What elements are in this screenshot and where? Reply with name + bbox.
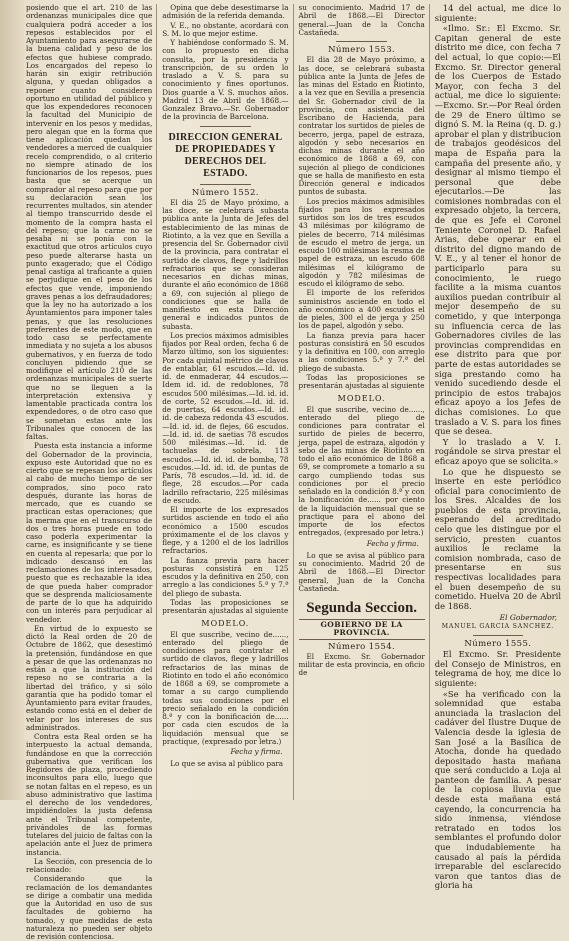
notice-number: Número 1554. <box>328 641 396 652</box>
paragraph: Contra esta Real orden se ha interpuesto la actual demanda, fundándose en que la corrección gubernativa que verifican los Regidores de plaza, procediendo inconsultos para ello, luego que se notan faltas en el repeso, es un abuso administrativo que lastima el derecho de los vendedores, impidiéndoles la justa defensa ante el Tribunal competente, privándoles de las formas tutelares del juicio de faltas con la apelación ante el Juez de primera instancia. <box>26 732 153 857</box>
column-2 <box>162 4 293 800</box>
paragraph: La fianza previa para hacer posturas consistirá en 50 escudos y la definitiva en 100, con arreglo a las condiciones 5.ª y 7.ª del pliego de subasta. <box>298 330 425 373</box>
notice-number: Número 1555. <box>464 638 532 649</box>
paragraph: El importe de los referidos suministros asciende en todo el año económico a 400 escudos el de pieles, 300 el de jerga y 250 los de papel, algodón y sebo. <box>298 288 425 331</box>
columns <box>26 3 561 941</box>
paragraph: La Sección, con presencia de lo relacionado: <box>26 856 153 874</box>
paragraph: Y habiéndose conformado S. M. con lo propuesto en dicha consulta, por la presidencia y transcripción, de su orden lo traslado a V. S. para su conocimiento y fines oportunos. Dios guarde a V. S. muchos años. Madrid 13 de Abril de 1868.—Gonzalez Bravo.—Sr. Gobernador de la provincia de Barcelona. <box>162 38 289 122</box>
paragraph: Los precios máximos admisibles fijados para los expresados surtidos son los de tres escudos 43 milésimas por kilógramo de pieles de becerro, 714 milésimas de escudo el metro de jerga, un escudo 100 milésimas la resma de papel de estraza, un escudo 608 milésimas el kilógramo de algodón y 782 milésimas de escudo el kilógramo de sebo. <box>298 196 425 288</box>
signature-title: El Gobernador, <box>499 613 557 623</box>
divider <box>336 41 387 42</box>
paragraph: El que suscribe, vecino de......, enterado del pliego de condiciones para contratar el surtido de clavos, flege y ladrillos refractarios de las minas de Riotinto en todo el año económico de 1868 a 69, se compromete a tomar a su cargo cumpliendo todas sus condiciones por el precio señalado en la condición 8.ª y con la bonificación de...... por cada cien escudos de la liquidación mensual que se practique, (expresado por letra.) <box>162 629 289 746</box>
paragraph: El dia 25 de Mayo próximo, a las doce, se celebrará subasta pública ante la Junta de Jefes del establecimiento de las minas de Riotinto, a la vez que en Sevilla a presencia del Sr. Gobernador civil de la provincia, para contratar el surtido de clavos, flege y ladrillos refractarios que se consideran necesarios en dichas minas, durante el año económico de 1868 a 69, con sujeción al pliego de condiciones que se halla de manifiesto en esta Dirección general e indicados puntos de subasta. <box>162 197 289 331</box>
paragraph: Y lo traslado a V. I. rogándole se sirva prestar el eficaz apoyo que se solicita.» <box>434 436 561 466</box>
paragraph: El importe de los expresados surtidos asciende en todo el año económico a 1500 escudos próximamente el de los clavos y flege, y a 1200 el de los ladrillos refractarios. <box>162 505 289 556</box>
paragraph: Todas las proposiciones se presentarán ajustadas al siguiente <box>162 597 289 615</box>
model-title: MODELO. <box>337 394 386 404</box>
paragraph: El que suscribe, vecino de......, enterado del pliego de condiciones para contratar el surtido de pieles de becerro, jerga, papel de estraza, algodón y sebo de las minas de Riotinto en todo el año económico de 1868 a 69, se compromete a tomarlo a su cargo cumpliendo todas sus condiciones por el precio señalado en la condición 8.ª y con la bonificación de...... por ciento de la liquidación mensual que se practique para el abono del importe de los efectos entregados, (expresado por letra.) <box>298 404 425 538</box>
paragraph: En virtud de lo expuesto se dictó la Real orden de 20 de Octubre de 1862, que desestimó la pretensión, fundándose en que a pesar de que las ordenanzas no están a que la institución del repeso no se contraria a la libertad del tráfico, y si sólo garantía que ha podido tomar el Ayuntamiento para evitar fraudes, estando como está en el deber de velar por los intereses de sus administrados. <box>26 623 153 732</box>
paragraph: Todas las proposiciones se presentarán ajustadas al siguiente <box>298 372 425 390</box>
paragraph: Lo que se avisa al público para <box>170 759 284 769</box>
divider <box>200 184 251 185</box>
divider <box>473 635 524 636</box>
paragraph: 14 del actual, me dice lo siguiente: <box>434 3 561 23</box>
paragraph: V. E., no obstante, acordará con S. M. lo que mejor estime. <box>162 20 289 38</box>
model-title: MODELO. <box>201 619 250 629</box>
paragraph: El Excmo. Sr. Gobernador militar de esta provincia, en oficio de <box>298 651 425 678</box>
signature-name: MANUEL GARCIA SANCHEZ. <box>441 622 554 630</box>
paragraph: Lo que he dispuesto se inserte en este periódico oficial para conocimiento de los Sres. Alcaldes de los pueblos de esta provincia, esperando del acreditado celo que les distingue por el servicio, presten cuantos auxilios le reclame la comision nombrada, caso de presentarse en sus respectivas localidades para el buen desempeño de su cometido. Huelva 20 de Abril de 1868. <box>434 466 561 611</box>
paragraph: posiendo que el art. 210 de las ordenanzas municipales dice que cualquiera podrá acceder a los repesos establecidos por el Ayuntamiento para asegurarse de la buena calidad y peso de los efectos que hubiese comprado. Los encargados del repeso lo harán sin exigir retribución alguna, y quedan obligados a reponer cuanto consideren oportuno en utilidad del público y que los expendedores reconocen la facultad del Municipio de intervenir en los pesos y medidas, pero alegan que en la forma que tiene aplicación quedan los vendedores a merced de cualquier recelo comprendido, o al criterio no siempre atinado de los funcionarios de los repesos, pues basta que se acerque un comprador al repeso para que por su declaración sean los recurrentes multados, sin atender al tiempo transcurrido desde el momento de la compra hasta el del repeso; que la carne no se pesaba ni se ponía con la exactitud que otros artículos cuyo peso puede alterarse hasta un punto exagerado; que el Código penal castiga al traficante a quien se perjudique en el peso de los efectos que vende, imponiendo graves penas a los defraudadores; que la ley no ha autorizado a los Ayuntamientos para imponer tales penas, y que las resoluciones preferentes de este modo, que en todo caso se perfectamente inmediata y no sujeta a los abusos gubernativos, y en fuerza de todo concluyen pidiendo que se modifique el artículo 210 de las ordenanzas municipales de suerte que no se lleguen a la interpretación extensiva y lamentable practicada contra los expendedores, o de otro caso que se sometan estas ante los Tribunales que conocen de las faltas. <box>26 3 153 441</box>
section-heading: DIRECCION GENERAL DE PROPIEDADES Y DERECHOS DEL ESTADO. <box>168 131 283 179</box>
paragraph: La fianza previa para hacer posturas consistirá en 125 escudos y la definitiva en 250, con arreglo a las condiciones 5.ª y 7.ª del pliego de subasta. <box>162 555 289 598</box>
government-title: GOBIERNO DE LA PROVINCIA. <box>299 619 425 640</box>
paragraph: Considerando que la reclamación de los demandantes se dirige a combatir una medida que la Autoridad en uso de sus facultades de gobierno ha tomado, y que medidas de esta naturaleza no pueden ser objeto de revisión contenciosa. <box>26 874 153 941</box>
paragraph: Lo que se avisa al público para su conocimiento. Madrid 20 de Abril de 1868.—El Director general, Juan de la Concha Castañeda. <box>298 550 425 593</box>
divider <box>200 126 251 127</box>
column-3 <box>299 4 430 800</box>
paragraph: Los precios máximos admisibles fijados por Real orden, fecha 6 de Marzo último, son los siguientes: Por cada quintal métrico de clavos de entablar, 61 escudos.—Id. id. id. de enmaderar, 44 escudos.—Idem id. id. de redoblones, 78 escudos 500 milésimas.—Id. id. id. de corte, 52 escudos.—Id. id. id. de puertas, 64 escudos.—Id. id. id. de cabeza redonda 43 escudos.—Id. id. id. de flejes, 66 escudos.—Id. id. id. de saetias 78 escudos 500 milésimas.—Id. id. de tachuelas de sobrela, 113 escudos.—Id. id. id. de bomba, 78 escudos.—Id. id. id. de puntas de París, 78 escudos.—Id. id. id. de flege, 28 escudos.—Por cada ladrillo refractario, 225 milésimas de escudo. <box>162 330 289 505</box>
paragraph: Opina que debe desestimarse la admisión de la referida demanda. <box>162 3 289 21</box>
paragraph: El Excmo. Sr. Presidente del Consejo de Ministros, en telegrama de hoy, me dice lo siguiente: <box>434 649 561 688</box>
paragraph: Puesta esta instancia a informe del Gobernador de la provincia, expuso este Autoridad que no es cierto que se repesan los artículos al cabo de mucho tiempo de ser comprados, sino poco rato después, durante las horas de mercado, que es cuando se practican estas operaciones; que la merma que en el transcurso de dos o tres horas puede en todo caso poderla experimentar la carne, es insignificante y se tiene en cuenta al repesarla; que por lo indicado descansó en las reclamaciones de los interesados, puesto que es rechazable la idea de que pueda haber comprador que se desprenda maliciosamente de parte de lo que ha adquirido con un interés para perjudicar al vendedor. <box>26 441 153 624</box>
notice-number: Número 1553. <box>328 45 396 55</box>
section-title: Segunda Seccion. <box>306 600 418 616</box>
signature-line: Fecha y firma. <box>366 538 419 548</box>
paragraph: «Se ha verificado con la solemnidad que estaba anunciada la traslacion del cadáver del Ilustre Duque de Valencia desde la iglesia de San José a la Basílica de Atocha, donde ha quedado depositado hasta mañana que será conducido a Loja al panteon de familia. A pesar de la copiosa lluvia que desde esta mañana está cayendo, la concurrencia ha sido inmensa, viéndose retratado en todos los semblantes el profundo dolor que indudablemente ha causado al país la pérdida irreparable del esclarecido varon que tantos dias de gloria ha <box>434 688 561 891</box>
column-4 <box>434 3 561 891</box>
column-1 <box>26 3 157 941</box>
signature-line: Fecha y firma. <box>230 747 283 756</box>
paragraph: «Ilmo. Sr.: El Excmo. Sr. Capitan general de este distrito me dice, con fecha 7 del actual, lo que copio:—El Excmo. Sr. Director general de los Cuerpos de Estado Mayor, con fecha 3 del actual, me dice lo siguiente:—Excmo. Sr.—Por Real órden de 29 de Enero último se dignó S. M. la Reina (q. D. g.) aprobar el plan y distribucion de trabajos geodésicos del mapa de España para la campaña del presente año, y designar al mismo tiempo el personal que debe ejecutarlos.—De las comisiones nombradas con el expresado objeto, la tercera, de que es Jefe el Coronel Teniente Coronel D. Rafael Arias, debe operar en el distrito del digno mando de V. E., y al tener el honor de participarlo para su conocimiento, le ruego facilite a la misma cuantos auxilios puedan contribuir al mejor desempeño de su cometido, y que interponga su influencia cerca de las Gobernadores civiles de las provincias comprendidas en ese distrito para que por parte de estas autoridades se siga prestando como ha venido sucediendo desde el principio de estos trabajos eficaz apoyo a los Jefes de dichas comisiones. Lo que traslado a V. S. para los fines que se desea. <box>434 23 561 437</box>
notice-number: Número 1552. <box>191 187 259 198</box>
paragraph: El dia 28 de Mayo próximo, a las doce, se celebrará subasta pública ante la Junta de Jefes de las minas del Estado en Riotinto, a la vez que en Sevilla a presencia del Sr. Gobernador civil de la provincia, con asistencia del Escribano de Hacienda, para contratar los surtidos de pieles de becerro, jerga, papel de estraza, algodón y sebo necesarios en dichas minas durante el año económico de 1868 a 69, con sujeción al pliego de condiciones que se halla de manifiesto en esta Dirección general e indicados puntos de subasta. <box>298 55 425 197</box>
paragraph: su conocimiento. Madrid 17 de Abril de 1868.—El Director general.—Juan de la Concha Castañeda. <box>298 3 425 37</box>
